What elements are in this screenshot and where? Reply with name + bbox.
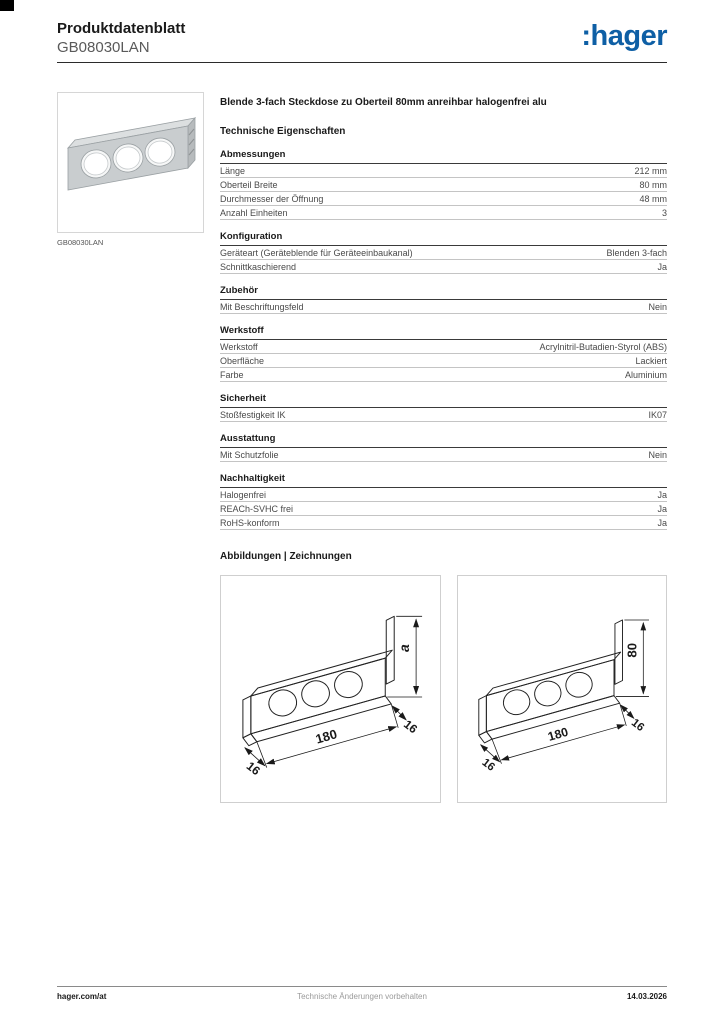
spec-label: Oberfläche <box>220 356 265 366</box>
spec-row <box>220 300 667 314</box>
section-konfiguration <box>220 230 667 274</box>
section-sicherheit <box>220 392 667 422</box>
product-image-frame <box>57 92 204 233</box>
spec-label: Mit Schutzfolie <box>220 450 279 460</box>
spec-row <box>220 448 667 462</box>
dim-height-label: a <box>396 644 413 653</box>
spec-value: Aluminium <box>624 370 667 380</box>
spec-row <box>220 246 667 260</box>
spec-value: Nein <box>648 450 667 460</box>
technical-drawing-left <box>220 575 441 803</box>
section-abmessungen <box>220 148 667 220</box>
product-title: Blende 3-fach Steckdose zu Oberteil 80mm anreihbar halogenfrei alu <box>220 97 547 108</box>
product-photo <box>58 93 203 232</box>
tech-properties-heading: Technische Eigenschaften <box>220 126 346 137</box>
section-nachhaltigkeit <box>220 472 667 530</box>
technical-drawing-right <box>457 575 667 803</box>
dim-height-label: 80 <box>624 642 640 658</box>
spec-row <box>220 192 667 206</box>
spec-row <box>220 368 667 382</box>
spec-label: Durchmesser der Öffnung <box>220 194 324 204</box>
section-title: Nachhaltigkeit <box>220 472 667 488</box>
spec-row <box>220 164 667 178</box>
spec-row <box>220 206 667 220</box>
dim-length-label: 180 <box>313 726 339 747</box>
drawings-heading: Abbildungen | Zeichnungen <box>220 551 352 562</box>
spec-value: Blenden 3-fach <box>606 248 667 258</box>
spec-label: RoHS-konform <box>220 518 280 528</box>
dim-length-label: 180 <box>546 724 570 744</box>
dimension-drawing-right <box>458 576 666 802</box>
section-title: Abmessungen <box>220 148 667 164</box>
section-title: Ausstattung <box>220 432 667 448</box>
spec-label: Geräteart (Geräteblende für Geräteeinbaukanal) <box>220 248 413 258</box>
spec-value: 48 mm <box>639 194 667 204</box>
spec-value: Ja <box>657 504 667 514</box>
section-title: Werkstoff <box>220 324 667 340</box>
footer-notice: Technische Änderungen vorbehalten <box>297 992 427 1001</box>
spec-row <box>220 408 667 422</box>
spec-value: 212 mm <box>634 166 667 176</box>
spec-value: Ja <box>657 262 667 272</box>
spec-value: 3 <box>661 208 667 218</box>
spec-label: Anzahl Einheiten <box>220 208 288 218</box>
header-divider <box>57 62 667 63</box>
left-column <box>57 92 204 247</box>
section-title: Zubehör <box>220 284 667 300</box>
spec-value: 80 mm <box>639 180 667 190</box>
dim-depth-side-label: 16 <box>401 717 421 737</box>
page-header <box>57 20 507 57</box>
section-title: Konfiguration <box>220 230 667 246</box>
spec-label: Oberteil Breite <box>220 180 278 190</box>
spec-value: Lackiert <box>635 356 667 366</box>
header-product-id: GB08030LAN <box>57 39 150 56</box>
spec-value: IK07 <box>648 410 667 420</box>
section-zubehoer <box>220 284 667 314</box>
spec-row <box>220 516 667 530</box>
spec-label: Halogenfrei <box>220 490 267 500</box>
section-ausstattung <box>220 432 667 462</box>
hager-logo: :hager <box>581 20 667 52</box>
spec-value: Nein <box>648 302 667 312</box>
spec-label: REACh-SVHC frei <box>220 504 294 514</box>
footer-date: 14.03.2026 <box>626 992 667 1001</box>
spec-value: Ja <box>657 490 667 500</box>
spec-row <box>220 488 667 502</box>
spec-row <box>220 260 667 274</box>
doc-type-title: Produktdatenblatt <box>57 20 186 37</box>
spec-row <box>220 178 667 192</box>
footer-website-link[interactable]: hager.com/at <box>57 992 107 1001</box>
spec-label: Länge <box>220 166 246 176</box>
spec-label: Farbe <box>220 370 244 380</box>
spec-value: Ja <box>657 518 667 528</box>
section-title: Sicherheit <box>220 392 667 408</box>
spec-row <box>220 340 667 354</box>
spec-value: Acrylnitril-Butadien-Styrol (ABS) <box>539 342 667 352</box>
spec-label: Schnittkaschierend <box>220 262 297 272</box>
section-werkstoff <box>220 324 667 382</box>
product-image-caption: GB08030LAN <box>57 238 104 247</box>
spec-row <box>220 354 667 368</box>
spec-label: Mit Beschriftungsfeld <box>220 302 304 312</box>
dimension-drawing-left <box>221 576 440 802</box>
crop-mark <box>0 0 14 11</box>
spec-row <box>220 502 667 516</box>
main-content <box>220 92 667 803</box>
page-footer <box>57 986 667 1001</box>
drawings-row <box>220 575 667 803</box>
dim-depth-front-label: 16 <box>479 756 497 774</box>
spec-label: Werkstoff <box>220 342 258 352</box>
dim-depth-side-label: 16 <box>628 716 647 735</box>
dim-depth-front-label: 16 <box>243 758 263 779</box>
spec-label: Stoßfestigkeit IK <box>220 410 286 420</box>
